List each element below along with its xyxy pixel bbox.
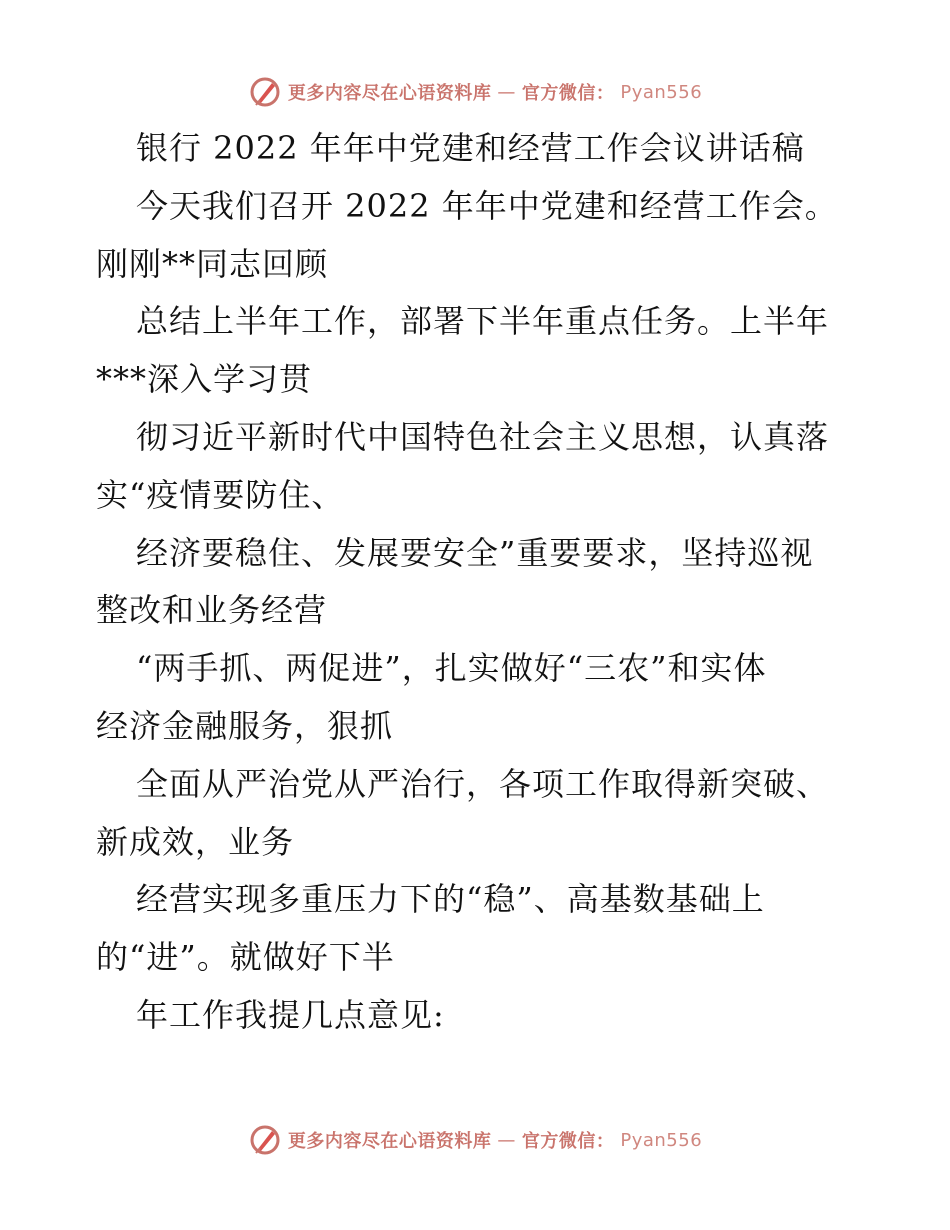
watermark-brand: 更多内容尽在心语资料库 — [287, 83, 492, 104]
watermark-brand: 更多内容尽在心语资料库 — [287, 1131, 492, 1152]
body-line: 整改和业务经营 — [96, 591, 328, 630]
body-line: 总结上半年工作，部署下半年重点任务。上半年 — [136, 302, 830, 341]
body-line: 新成效，业务 — [96, 822, 295, 861]
document-title: 银行 2022 年年中党建和经营工作会议讲话稿 — [136, 129, 805, 167]
header-watermark — [0, 72, 950, 112]
watermark-wechat-id: Pyan556 — [620, 1129, 703, 1151]
body-line: “两手抓、两促进”，扎实做好“三农”和实体 — [136, 649, 767, 688]
body-line: 刚刚**同志回顾 — [96, 244, 329, 283]
body-line: 年工作我提几点意见: — [136, 995, 445, 1034]
document-body — [96, 120, 856, 1045]
quill-logo-icon — [248, 1123, 282, 1157]
watermark-wechat-label: 官方微信： — [521, 83, 615, 104]
body-line: 彻习近平新时代中国特色社会主义思想，认真落 — [136, 417, 830, 456]
body-line: 经济要稳住、发展要安全”重要要求，坚持巡视 — [136, 533, 814, 572]
watermark-dash: — — [497, 81, 516, 103]
watermark-wechat-label: 官方微信： — [521, 1131, 615, 1152]
body-line: 全面从严治党从严治行，各项工作取得新突破、 — [136, 764, 830, 803]
body-line: 经济金融服务，狠抓 — [96, 706, 394, 745]
body-line: 实“疫情要防住、 — [96, 475, 345, 514]
footer-watermark — [0, 1120, 950, 1160]
body-line: 今天我们召开 2022 年年中党建和经营工作会。 — [136, 186, 838, 225]
body-line: ***深入学习贯 — [96, 360, 313, 399]
body-line: 的“进”。就做好下半 — [96, 938, 395, 977]
body-line: 经营实现多重压力下的“稳”、高基数基础上 — [136, 880, 765, 919]
watermark-wechat-id: Pyan556 — [620, 81, 703, 103]
quill-logo-icon — [248, 75, 282, 109]
watermark-dash: — — [497, 1129, 516, 1151]
